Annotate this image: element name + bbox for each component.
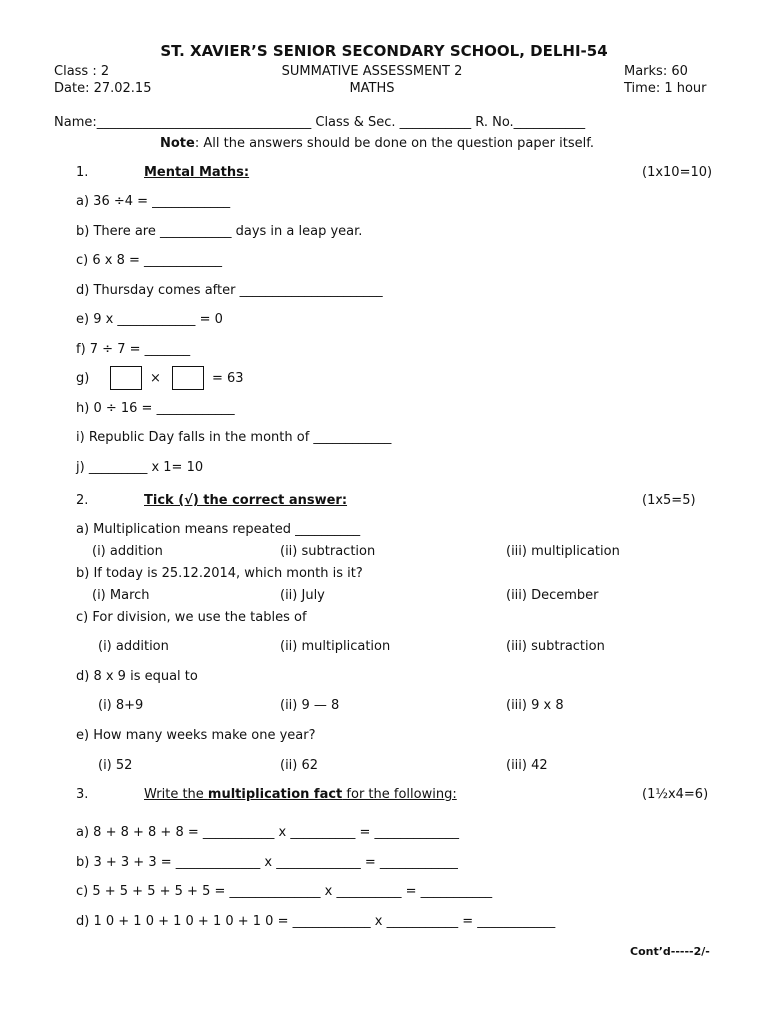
continued-note: Cont’d-----2/- [630, 945, 710, 958]
marks-label: Marks: 60 [624, 64, 688, 79]
q2-question-c: c) For division, we use the tables of [76, 610, 307, 625]
q2-a-option-2: (ii) subtraction [280, 544, 376, 559]
q2-c-option-2: (ii) multiplication [280, 639, 391, 654]
answer-box-2 [172, 366, 204, 390]
q2-a-option-3: (iii) multiplication [506, 544, 620, 559]
q1-marks: (1x10=10) [642, 165, 713, 180]
q2-c-option-3: (iii) subtraction [506, 639, 605, 654]
q2-e-option-3: (iii) 42 [506, 758, 548, 773]
q1-item-c: c) 6 x 8 = ____________ [76, 253, 223, 268]
q3-title-pre: Write the [144, 787, 208, 802]
q2-title: Tick (√) the correct answer: [144, 493, 348, 508]
q2-e-option-2: (ii) 62 [280, 758, 319, 773]
times-sign: × [150, 371, 161, 386]
q2-d-option-1: (i) 8+9 [98, 698, 144, 713]
q2-question-d: d) 8 x 9 is equal to [76, 669, 198, 684]
q3-item-b: b) 3 + 3 + 3 = _____________ x _____________ = ____________ [76, 855, 458, 870]
q3-item-a: a) 8 + 8 + 8 + 8 = ___________ x __________ = _____________ [76, 825, 459, 840]
q2-question-a: a) Multiplication means repeated __________ [76, 522, 361, 537]
q3-item-c: c) 5 + 5 + 5 + 5 + 5 = ______________ x __________ = ___________ [76, 884, 493, 899]
note [160, 136, 594, 151]
school-title: ST. XAVIER’S SENIOR SECONDARY SCHOOL, DELHI-54 [160, 42, 608, 60]
assessment-label: SUMMATIVE ASSESSMENT 2 [281, 64, 463, 79]
q2-a-option-1: (i) addition [92, 544, 163, 559]
q2-c-option-1: (i) addition [98, 639, 169, 654]
class-label: Class : 2 [54, 64, 110, 79]
q1-item-d: d) Thursday comes after ______________________ [76, 283, 383, 298]
answer-box-1 [110, 366, 142, 390]
time-label: Time: 1 hour [624, 81, 707, 96]
q1-item-i: i) Republic Day falls in the month of ____________ [76, 430, 392, 445]
q2-e-option-1: (i) 52 [98, 758, 133, 773]
q1-item-f: f) 7 ÷ 7 = _______ [76, 342, 191, 357]
q1-item-b: b) There are ___________ days in a leap year. [76, 224, 363, 239]
q1-item-h: h) 0 ÷ 16 = ____________ [76, 401, 235, 416]
q3-item-d: d) 1 0 + 1 0 + 1 0 + 1 0 + 1 0 = ____________ x ___________ = ____________ [76, 914, 556, 929]
subject-label: MATHS [349, 81, 395, 96]
q1-title: Mental Maths: [144, 165, 250, 180]
q1-item-g-label: g) [76, 371, 90, 386]
q2-b-option-2: (ii) July [280, 588, 325, 603]
q2-question-e: e) How many weeks make one year? [76, 728, 316, 743]
q3-title-bold: multiplication fact [207, 787, 343, 802]
q2-marks: (1x5=5) [642, 493, 696, 508]
q1-item-j: j) _________ x 1= 10 [76, 460, 204, 475]
q2-question-b: b) If today is 25.12.2014, which month is it? [76, 566, 363, 581]
q1-item-a: a) 36 ÷4 = ____________ [76, 194, 231, 209]
q2-d-option-3: (iii) 9 x 8 [506, 698, 564, 713]
note-text: : All the answers should be done on the question paper itself. [194, 136, 594, 151]
note-label: Note [160, 136, 195, 151]
name-line: Name:_________________________________ Class & Sec. ___________ R. No.___________ [54, 115, 586, 130]
q2-b-option-3: (iii) December [506, 588, 599, 603]
q1-number: 1. [76, 165, 89, 180]
q2-b-option-1: (i) March [92, 588, 150, 603]
q3-title [144, 787, 457, 802]
date-label: Date: 27.02.15 [54, 81, 152, 96]
q3-number: 3. [76, 787, 89, 802]
q2-d-option-2: (ii) 9 — 8 [280, 698, 340, 713]
q1-item-e: e) 9 x ____________ = 0 [76, 312, 223, 327]
q3-title-post: for the following: [342, 787, 457, 802]
q2-number: 2. [76, 493, 89, 508]
q3-marks: (1½x4=6) [642, 787, 709, 802]
q1-item-g-result: = 63 [212, 371, 244, 386]
